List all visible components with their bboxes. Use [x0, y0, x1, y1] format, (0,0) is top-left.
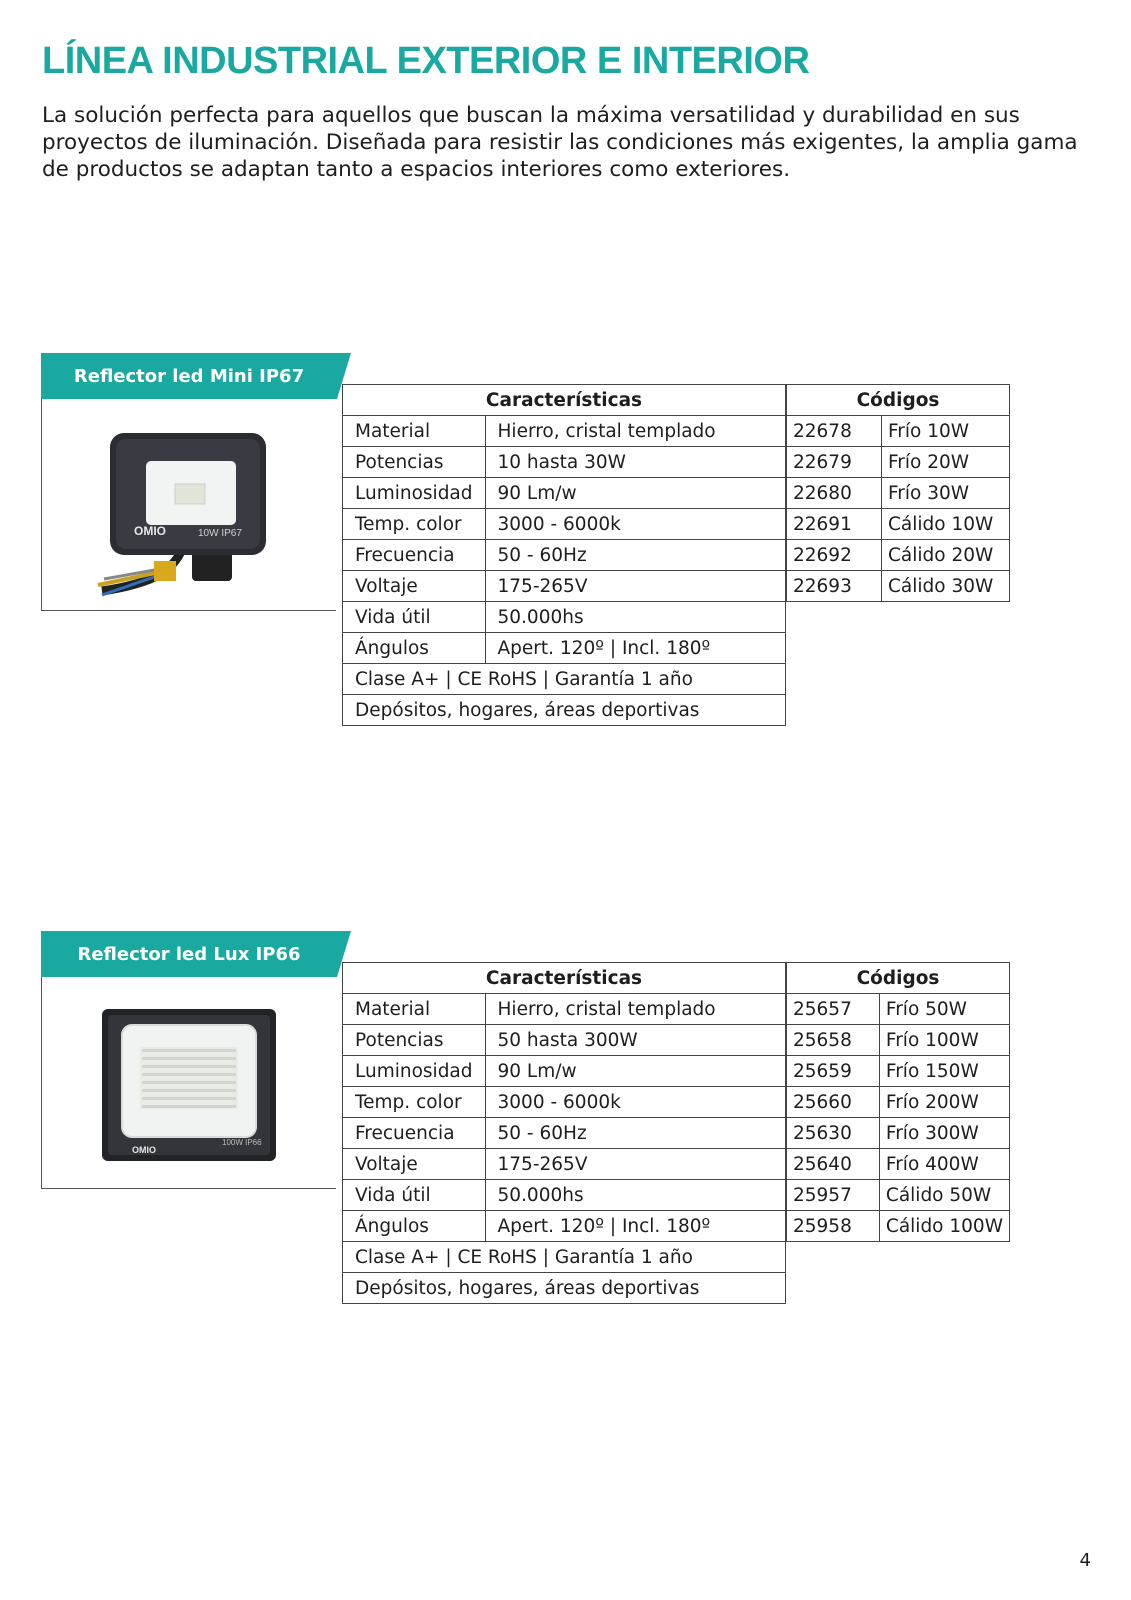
code-description: Cálido 30W [882, 571, 1010, 602]
spec-value: 50 - 60Hz [485, 540, 785, 571]
table-row [787, 1211, 1010, 1242]
spec-label: Temp. color [343, 509, 486, 540]
table-row [787, 1180, 1010, 1211]
intro-paragraph: La solución perfecta para aquellos que buscan la máxima versatilidad y durabilidad en sus proyectos de iluminación. Diseñada para resistir las condiciones más exigentes, la amplia gama de productos se adaptan tanto a espacios interiores como exteriores. [42, 103, 1078, 182]
spec-value: Apert. 120º | Incl. 180º [485, 1211, 785, 1242]
table-row [343, 447, 786, 478]
certification-note: Clase A+ | CE RoHS | Garantía 1 año [343, 664, 786, 695]
table-row [787, 416, 1010, 447]
codes-table [786, 384, 1010, 602]
spec-value: Apert. 120º | Incl. 180º [485, 633, 785, 664]
spec-value: 50.000hs [485, 602, 785, 633]
spec-value: Hierro, cristal templado [485, 416, 785, 447]
image-brand-label: OMIO [134, 524, 166, 538]
table-row [343, 1273, 786, 1304]
product-code: 25640 [787, 1149, 880, 1180]
table-row [343, 1211, 786, 1242]
code-description: Frío 400W [879, 1149, 1009, 1180]
characteristics-header: Características [343, 385, 786, 416]
table-row [787, 1025, 1010, 1056]
characteristics-header: Características [343, 963, 786, 994]
code-description: Frío 10W [882, 416, 1010, 447]
spec-label: Luminosidad [343, 478, 486, 509]
spec-value: 90 Lm/w [485, 478, 785, 509]
characteristics-table [342, 962, 786, 1304]
product-code: 25660 [787, 1087, 880, 1118]
codes-header: Códigos [787, 963, 1010, 994]
code-description: Frío 30W [882, 478, 1010, 509]
spec-label: Temp. color [343, 1087, 486, 1118]
spec-label: Voltaje [343, 571, 486, 602]
page-number: 4 [1079, 1550, 1091, 1571]
product-name: Reflector led Mini IP67 [73, 366, 305, 387]
floodlight-mini-image [42, 399, 337, 611]
floodlight-lux-image [42, 977, 337, 1189]
table-row [343, 602, 786, 633]
page-title: LÍNEA INDUSTRIAL EXTERIOR E INTERIOR [42, 40, 810, 82]
table-row [787, 1149, 1010, 1180]
spec-label: Vida útil [343, 602, 486, 633]
table-row [787, 1118, 1010, 1149]
product-code: 25957 [787, 1180, 880, 1211]
spec-label: Material [343, 994, 486, 1025]
product-code: 22691 [787, 509, 882, 540]
characteristics-table [342, 384, 786, 726]
spec-label: Frecuencia [343, 540, 486, 571]
image-rating-label: 100W IP66 [222, 1138, 262, 1147]
table-row [343, 1056, 786, 1087]
product-code: 25658 [787, 1025, 880, 1056]
table-row [343, 994, 786, 1025]
spec-value: Hierro, cristal templado [485, 994, 785, 1025]
code-description: Frío 100W [879, 1025, 1009, 1056]
table-row [343, 1118, 786, 1149]
spec-label: Ángulos [343, 633, 486, 664]
spec-value: 175-265V [485, 571, 785, 602]
product-image-frame [41, 977, 336, 1189]
spec-label: Potencias [343, 447, 486, 478]
table-row [343, 695, 786, 726]
table-row [343, 1025, 786, 1056]
spec-value: 90 Lm/w [485, 1056, 785, 1087]
table-row [787, 994, 1010, 1025]
table-row [343, 1087, 786, 1118]
spec-value: 50 - 60Hz [485, 1118, 785, 1149]
code-description: Cálido 100W [879, 1211, 1009, 1242]
code-description: Cálido 50W [879, 1180, 1009, 1211]
spec-value: 3000 - 6000k [485, 1087, 785, 1118]
table-row [787, 1087, 1010, 1118]
certification-note: Clase A+ | CE RoHS | Garantía 1 año [343, 1242, 786, 1273]
spec-label: Frecuencia [343, 1118, 486, 1149]
table-row [343, 1149, 786, 1180]
product-tab [41, 931, 337, 977]
usage-note: Depósitos, hogares, áreas deportivas [343, 1273, 786, 1304]
spec-label: Ángulos [343, 1211, 486, 1242]
product-image-frame [41, 399, 336, 611]
table-row [787, 540, 1010, 571]
product-code: 22693 [787, 571, 882, 602]
table-row [787, 1056, 1010, 1087]
table-row [343, 478, 786, 509]
table-row [343, 571, 786, 602]
code-description: Frío 20W [882, 447, 1010, 478]
table-row [787, 571, 1010, 602]
product-code: 25659 [787, 1056, 880, 1087]
spec-value: 175-265V [485, 1149, 785, 1180]
codes-table [786, 962, 1010, 1242]
spec-value: 10 hasta 30W [485, 447, 785, 478]
product-code: 22692 [787, 540, 882, 571]
image-brand-label: OMIO [132, 1145, 156, 1155]
table-row [343, 1242, 786, 1273]
codes-header: Códigos [787, 385, 1010, 416]
table-row [787, 447, 1010, 478]
usage-note: Depósitos, hogares, áreas deportivas [343, 695, 786, 726]
spec-label: Luminosidad [343, 1056, 486, 1087]
spec-value: 50.000hs [485, 1180, 785, 1211]
code-description: Frío 200W [879, 1087, 1009, 1118]
spec-value: 50 hasta 300W [485, 1025, 785, 1056]
spec-value: 3000 - 6000k [485, 509, 785, 540]
product-code: 25657 [787, 994, 880, 1025]
table-row [343, 1180, 786, 1211]
table-row [787, 478, 1010, 509]
table-row [343, 509, 786, 540]
table-row [343, 633, 786, 664]
table-row [787, 509, 1010, 540]
product-code: 25630 [787, 1118, 880, 1149]
image-rating-label: 10W IP67 [198, 528, 242, 539]
code-description: Cálido 20W [882, 540, 1010, 571]
spec-label: Vida útil [343, 1180, 486, 1211]
spec-label: Potencias [343, 1025, 486, 1056]
product-code: 22678 [787, 416, 882, 447]
product-tab [41, 353, 337, 399]
product-code: 22679 [787, 447, 882, 478]
spec-label: Voltaje [343, 1149, 486, 1180]
table-row [343, 416, 786, 447]
code-description: Cálido 10W [882, 509, 1010, 540]
product-code: 25958 [787, 1211, 880, 1242]
product-code: 22680 [787, 478, 882, 509]
product-name: Reflector led Lux IP66 [77, 944, 301, 965]
code-description: Frío 50W [879, 994, 1009, 1025]
code-description: Frío 300W [879, 1118, 1009, 1149]
table-row [343, 540, 786, 571]
code-description: Frío 150W [879, 1056, 1009, 1087]
spec-label: Material [343, 416, 486, 447]
table-row [343, 664, 786, 695]
